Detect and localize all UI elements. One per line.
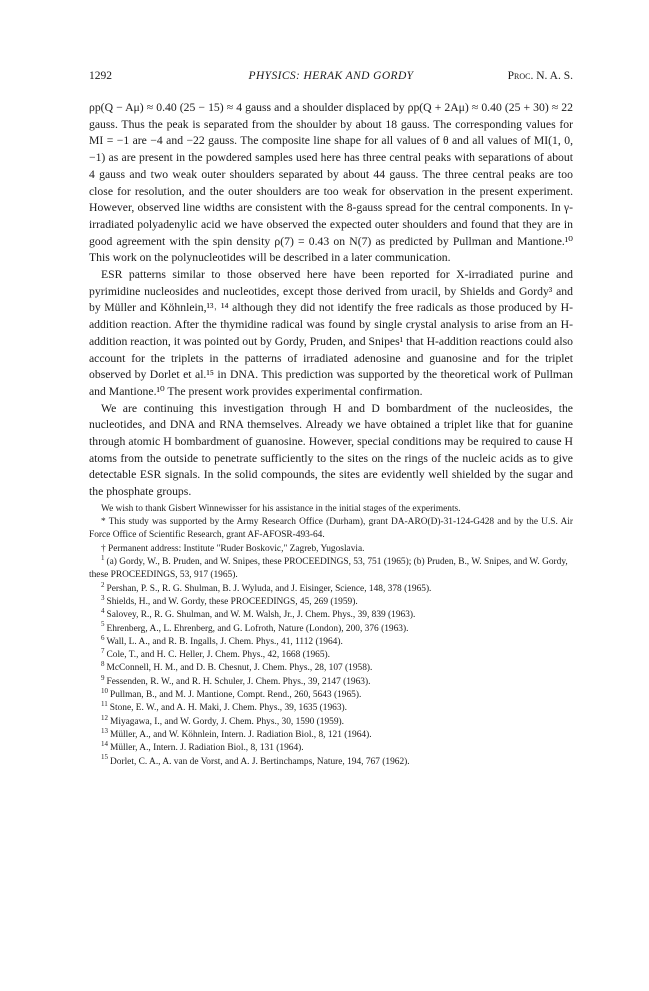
reference-item: $^{12}$ Miyagawa, I., and W. Gordy, J. Chem. Phys., 30, 1590 (1959). <box>101 713 345 727</box>
funding-footnote: * This study was supported by the Army Research Office (Durham), grant DA-ARO(D)-31-124-G428 and by the U.S. Air Force Office of Scientific Research, grant AF-AFOSR-493-64. <box>89 517 573 541</box>
reference-item: $^{14}$ Müller, A., Intern. J. Radiation Biol., 8, 131 (1964). <box>101 740 304 754</box>
running-header <box>89 70 573 86</box>
acknowledgment: We wish to thank Gisbert Winnewisser for his assistance in the initial stages of the experiments. <box>101 503 461 514</box>
running-title: PHYSICS: HERAK AND GORDY <box>248 70 414 82</box>
reference-item: $^5$ Ehrenberg, A., L. Ehrenberg, and G. Lofroth, Nature (London), 200, 376 (1963). <box>101 620 409 634</box>
body-paragraph: We are continuing this investigation through H and D bombardment of the nucleosides, the nucleotides, and DNA and RNA themselves. Already we have obtained a triplet like that for guanine through atomic H bombardment of guanosine. However, special conditions may be required to cause H atoms from the outside to penetrate sufficiently to the sites on the rings of the nucleic acids as to give detectable ESR signals. In the solid compounds, the sites are evidently well shielded by the sugar and the phosphate groups. <box>89 401 573 499</box>
page-number: 1292 <box>89 70 112 82</box>
notes-section <box>89 503 573 769</box>
journal-abbreviation: Proc. N. A. S. <box>507 70 573 82</box>
reference-item: $^{15}$ Dorlet, C. A., A. van de Vorst, and A. J. Bertinchamps, Nature, 194, 767 (1962). <box>101 753 410 767</box>
reference-item: $^2$ Pershan, P. S., R. G. Shulman, B. J. Wyluda, and J. Eisinger, Science, 148, 378 (1965). <box>101 580 432 594</box>
address-footnote: † Permanent address: Institute "Ruder Boskovic," Zagreb, Yugoslavia. <box>101 543 365 554</box>
reference-item: $^7$ Cole, T., and H. C. Heller, J. Chem. Phys., 42, 1668 (1965). <box>101 647 330 661</box>
reference-item: $^8$ McConnell, H. M., and D. B. Chesnut, J. Chem. Phys., 28, 107 (1958). <box>101 660 373 674</box>
journal-page <box>89 70 573 769</box>
reference-item: $^3$ Shields, H., and W. Gordy, these PROCEEDINGS, 45, 269 (1959). <box>101 593 358 607</box>
article-body <box>89 100 573 501</box>
reference-item: $^{13}$ Müller, A., and W. Köhnlein, Intern. J. Radiation Biol., 8, 121 (1964). <box>101 726 372 740</box>
reference-item: $^9$ Fessenden, R. W., and R. H. Schuler, J. Chem. Phys., 39, 2147 (1963). <box>101 673 371 687</box>
reference-item: $^6$ Wall, L. A., and R. B. Ingalls, J. Chem. Phys., 41, 1112 (1964). <box>101 633 343 647</box>
reference-item: $^1$ (a) Gordy, W., B. Pruden, and W. Snipes, these PROCEEDINGS, 53, 751 (1965); (b) Pruden, B., W. Snipes, and W. Gordy, these PROCEEDINGS, 53, 917 (1965). <box>89 553 568 581</box>
reference-item: $^{10}$ Pullman, B., and M. J. Mantione, Compt. Rend., 260, 5643 (1965). <box>101 686 362 701</box>
reference-item: $^4$ Salovey, R., R. G. Shulman, and W. M. Walsh, Jr., J. Chem. Phys., 39, 839 (1963). <box>101 607 416 621</box>
body-paragraph: ESR patterns similar to those observed here have been reported for X-irradiated purine and pyrimidine nucleosides and nucleotides, except those derived from uracil, by Shields and Gordy³ and by Müller and Köhnlein,¹³˒ ¹⁴ although they did not identify the free radicals as those produced by H-addition reaction. After the thymidine radical was found by single crystal analysis to arise from an H-addition reaction, it was pointed out by Gordy, Pruden, and Snipes¹ that H-addition reactions could also account for the triplets in the patterns of irradiated adenosine and guanosine and for the triplet observed by Dorlet et al.¹⁵ in DNA. This prediction was supported by the theoretical work of Pullman and Mantione.¹⁰ The present work provides experimental confirmation. <box>89 268 573 398</box>
body-paragraph: ρp(Q − Aμ) ≈ 0.40 (25 − 15) ≈ 4 gauss and a shoulder displaced by ρp(Q + 2Aμ) ≈ 0.40 (25 + 30) ≈ 22 gauss. Thus the peak is separated from the shoulder by about 18 gauss. The corresponding values for MI = −1 are −4 and −22 gauss. The composite line shape for all values of θ and all values of MI(1, 0, −1) as are present in the powdered samples used here has three central peaks with separations of about 4 gauss and two weak outer shoulders separated by about 44 gauss. The three central peaks are too close for resolution, and the outer shoulders are too weak for observation in the present experiment. However, observed line widths are consistent with the 8-gauss spread for the central components. In γ-irradiated polyadenylic acid we have observed the expected outer shoulders and found that they are in good agreement with the spin density ρ(7) = 0.43 on N(7) as predicted by Pullman and Mantione.¹⁰ This work on the polynucleotides will be described in a later communication. <box>89 101 573 265</box>
reference-list <box>89 553 573 769</box>
reference-item: $^{11}$ Stone, E. W., and A. H. Maki, J. Chem. Phys., 39, 1635 (1963). <box>101 700 347 714</box>
